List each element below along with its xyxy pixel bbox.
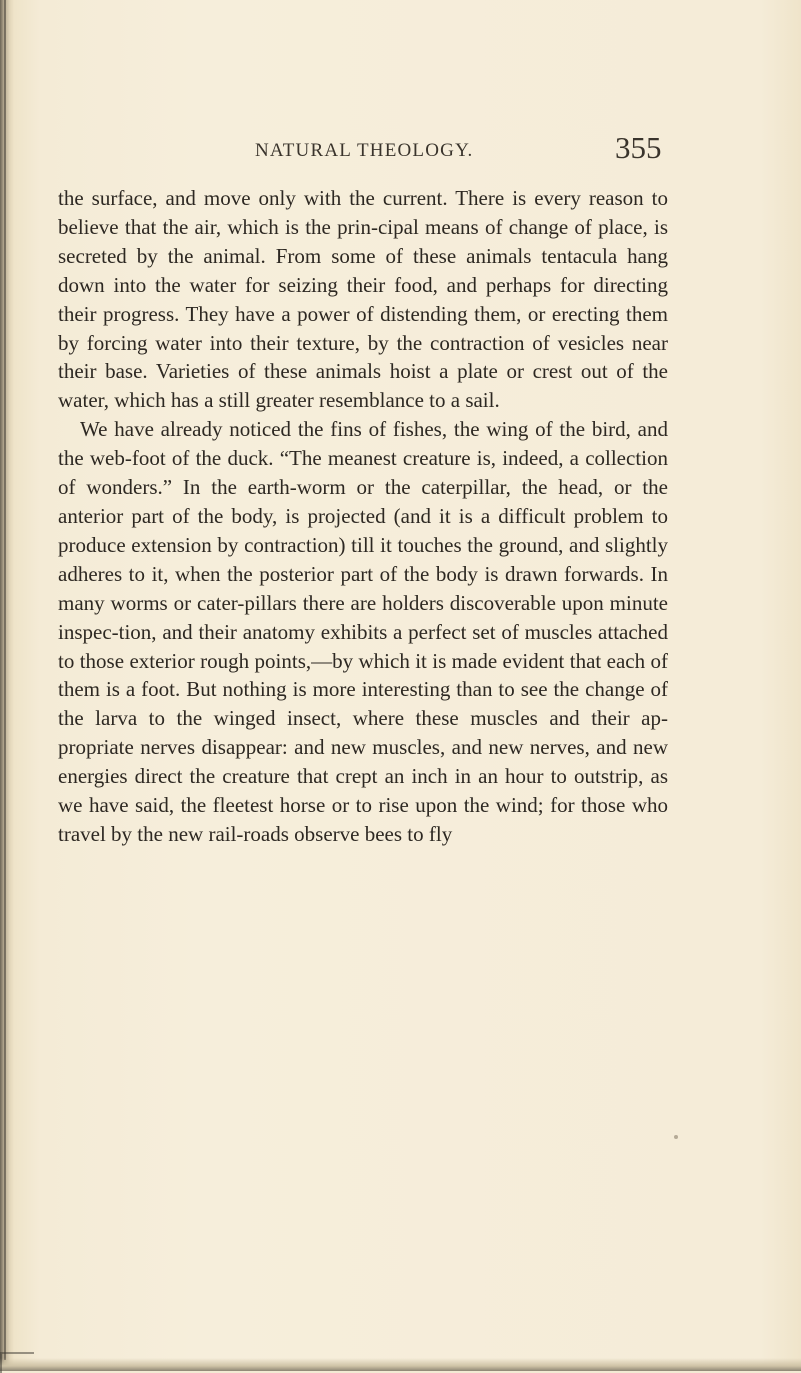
page-corner-edge [0,1352,34,1373]
running-title: NATURAL THEOLOGY. [255,140,474,161]
paragraph: the surface, and move only with the current. There is every reason to believe that the air, which is the prin-cipal means of change of place, is secreted by the animal. From some of these animals tentacula hang down into the water for seizing their food, and perhaps for directing their progress. They have a power of distending them, or erecting them by forcing water into their texture, by the contraction of vesicles near their base. Varieties of these animals hoist a plate or crest out of the water, which has a still greater resemblance to a sail. [58,186,668,413]
page-bottom-edge [0,1358,801,1371]
binding-edge-line [4,0,6,1360]
page-number: 355 [615,130,662,165]
ink-speck [674,1135,678,1139]
body-text [58,184,668,849]
binding-shadow [0,0,14,1371]
paragraph: We have already noticed the fins of fishes, the wing of the bird, and the web-foot of the duck. “The meanest creature is, indeed, a collection of wonders.” In the earth-worm or the caterpillar, the head, or the anterior part of the body, is projected (and it is a difficult problem to produce extension by contraction) till it touches the ground, and slightly adheres to it, when the posterior part of the body is drawn forwards. In many worms or cater-pillars there are holders discoverable upon minute inspec-tion, and their anatomy exhibits a perfect set of muscles attached to those exterior rough points,—by which it is made evident that each of them is a foot. But nothing is more interesting than to see the change of the larva to the winged insect, where these muscles and their ap-propriate nerves disappear: and new muscles, and new nerves, and new energies direct the creature that crept an inch in an hour to outstrip, as we have said, the fleetest horse or to rise upon the wind; for those who travel by the new rail-roads observe bees to fly [58,417,668,846]
